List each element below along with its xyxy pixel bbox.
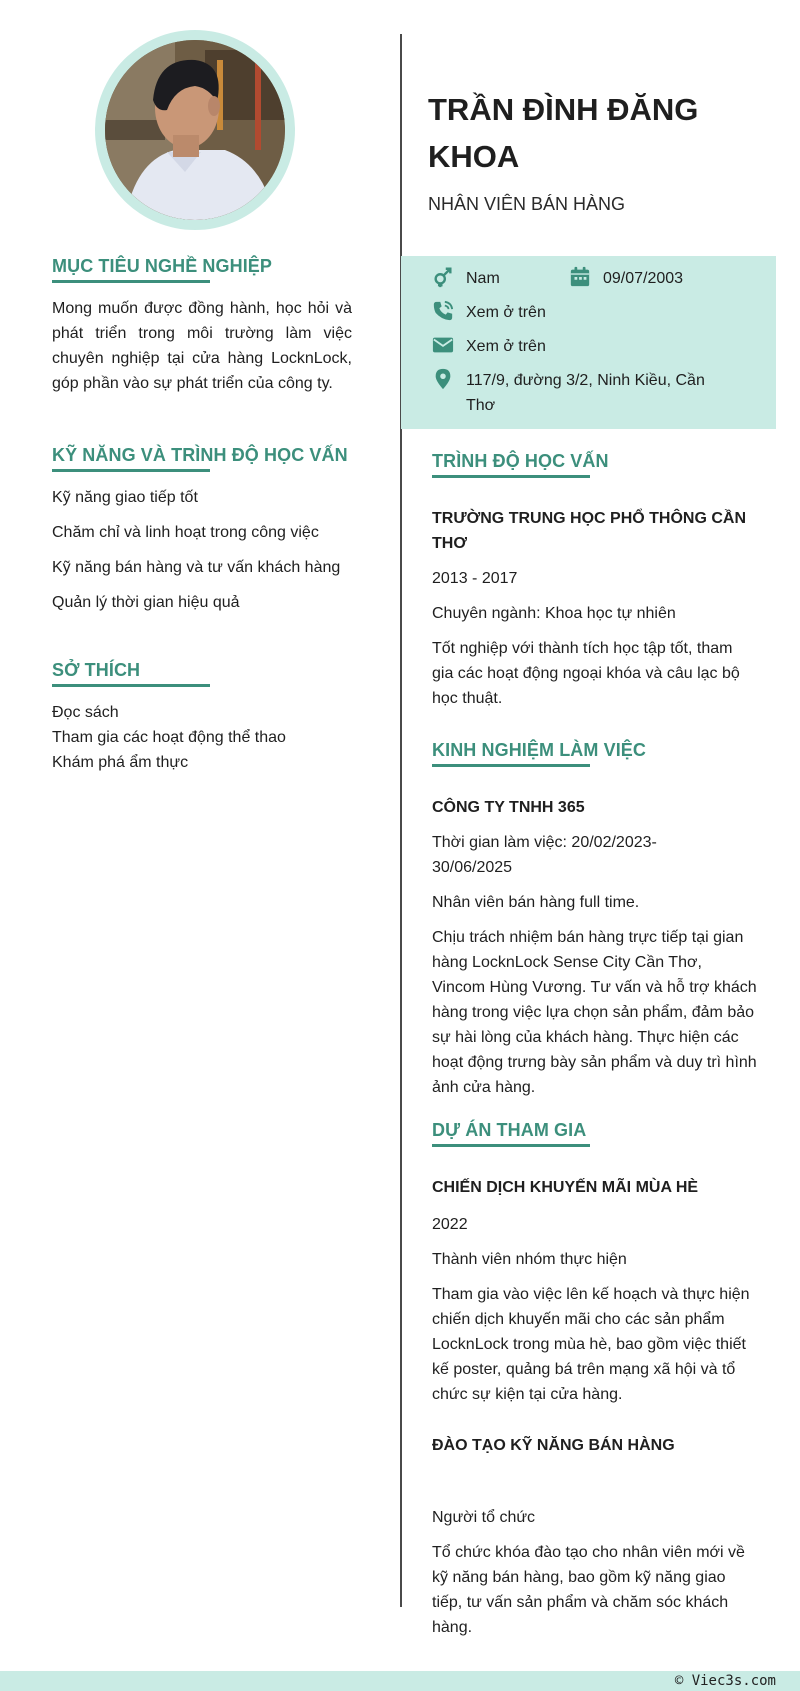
school-name-line1: TRƯỜNG TRUNG HỌC PHỔ THÔNG CẦN xyxy=(432,510,747,527)
full-name-line1: TRẦN ĐÌNH ĐĂNG xyxy=(428,92,699,127)
work-description: Chịu trách nhiệm bán hàng trực tiếp tại gian hàng LocknLock Sense City Cần Thơ, Vincom Hùng Vương. Tư vấn và hỗ trợ khách hàng trong việc lựa chọn sản phẩm, đảm bảo sự hài lòng của khách hàng. Thực hiện các hoạt động trưng bày sản phẩm và duy trì hình ảnh cửa hàng. xyxy=(432,929,757,1096)
address-row xyxy=(432,368,705,418)
project-role: Người tổ chức xyxy=(432,1509,536,1526)
projects-underline xyxy=(432,1144,590,1147)
education-description: Tốt nghiệp với thành tích học tập tốt, tham gia các hoạt động ngoại khóa và câu lạc bộ học thuật. xyxy=(432,640,740,707)
skill-item: Quản lý thời gian hiệu quả xyxy=(52,594,240,611)
objective-title: MỤC TIÊU NGHỀ NGHIỆP xyxy=(52,256,273,276)
profile-photo xyxy=(105,40,285,220)
birthdate-row xyxy=(569,266,683,291)
education-section xyxy=(432,451,757,711)
project-item xyxy=(432,1175,757,1407)
phone-row xyxy=(432,300,546,325)
hobby-item: Tham gia các hoạt động thể thao xyxy=(52,729,286,746)
address-line1: 117/9, đường 3/2, Ninh Kiều, Cần xyxy=(466,372,705,389)
skill-item: Chăm chỉ và linh hoạt trong công việc xyxy=(52,524,319,541)
calendar-icon xyxy=(569,266,591,288)
skill-item: Kỹ năng bán hàng và tư vấn khách hàng xyxy=(52,559,341,576)
hobbies-section xyxy=(52,660,352,775)
experience-title: KINH NGHIỆM LÀM VIỆC xyxy=(432,740,647,760)
phone-value: Xem ở trên xyxy=(466,304,546,321)
email-row xyxy=(432,334,546,359)
objective-section xyxy=(52,256,352,396)
school-name-line2: THƠ xyxy=(432,535,467,552)
avatar-ring xyxy=(95,30,295,230)
project-name: CHIẾN DỊCH KHUYẾN MÃI MÙA HÈ xyxy=(432,1179,699,1196)
skills-underline xyxy=(52,469,210,472)
education-underline xyxy=(432,475,590,478)
gender-row xyxy=(432,266,500,291)
email-icon xyxy=(432,334,454,356)
education-title: TRÌNH ĐỘ HỌC VẤN xyxy=(432,451,609,471)
address-line2: Thơ xyxy=(466,397,496,414)
gender-icon xyxy=(432,266,454,288)
hobby-item: Đọc sách xyxy=(52,704,119,721)
projects-title: DỰ ÁN THAM GIA xyxy=(432,1120,587,1140)
job-title: NHÂN VIÊN BÁN HÀNG xyxy=(428,194,626,214)
hobby-item: Khám phá ẩm thực xyxy=(52,754,189,771)
experience-section xyxy=(432,740,757,1100)
project-year: 2022 xyxy=(432,1216,468,1233)
project-description: Tổ chức khóa đào tạo cho nhân viên mới về kỹ năng bán hàng, bao gồm kỹ năng giao tiếp, tư vấn sản phẩm và chăm sóc khách hàng. xyxy=(432,1544,745,1636)
email-value: Xem ở trên xyxy=(466,338,546,355)
birthdate-value: 09/07/2003 xyxy=(603,270,684,287)
work-period: Thời gian làm việc: 20/02/2023-30/06/2025 xyxy=(432,834,657,876)
projects-section xyxy=(432,1120,757,1640)
education-major: Chuyên ngành: Khoa học tự nhiên xyxy=(432,605,676,622)
skills-title: KỸ NĂNG VÀ TRÌNH ĐỘ HỌC VẤN xyxy=(52,445,348,465)
avatar xyxy=(105,40,285,220)
skills-section xyxy=(52,445,352,615)
company-name: CÔNG TY TNHH 365 xyxy=(432,799,585,816)
footer-watermark: © Viec3s.com xyxy=(674,1673,776,1689)
skill-item: Kỹ năng giao tiếp tốt xyxy=(52,489,198,506)
education-years: 2013 - 2017 xyxy=(432,570,518,587)
phone-icon xyxy=(432,300,454,322)
header xyxy=(428,86,768,215)
location-icon xyxy=(432,368,454,390)
work-position: Nhân viên bán hàng full time. xyxy=(432,894,640,911)
project-description: Tham gia vào việc lên kế hoạch và thực hiện chiến dịch khuyến mãi cho các sản phẩm LocknLock trong mùa hè, bao gồm việc thiết kế poster, quảng bá trên mạng xã hội và tổ chức sự kiện tại cửa hàng. xyxy=(432,1286,750,1403)
hobbies-underline xyxy=(52,684,210,687)
footer-bar xyxy=(0,1671,800,1691)
experience-underline xyxy=(432,764,590,767)
gender-value: Nam xyxy=(466,270,500,287)
project-role: Thành viên nhóm thực hiện xyxy=(432,1251,627,1268)
project-name: ĐÀO TẠO KỸ NĂNG BÁN HÀNG xyxy=(432,1437,675,1454)
contact-panel xyxy=(401,256,776,429)
full-name-line2: KHOA xyxy=(428,139,520,174)
objective-text: Mong muốn được đồng hành, học hỏi và phát triển trong môi trường làm việc chuyên nghiệp tại cửa hàng LocknLock, góp phần vào sự phát triển của công ty. xyxy=(52,300,352,392)
objective-underline xyxy=(52,280,210,283)
hobbies-title: SỞ THÍCH xyxy=(52,660,141,680)
project-item xyxy=(432,1433,757,1640)
